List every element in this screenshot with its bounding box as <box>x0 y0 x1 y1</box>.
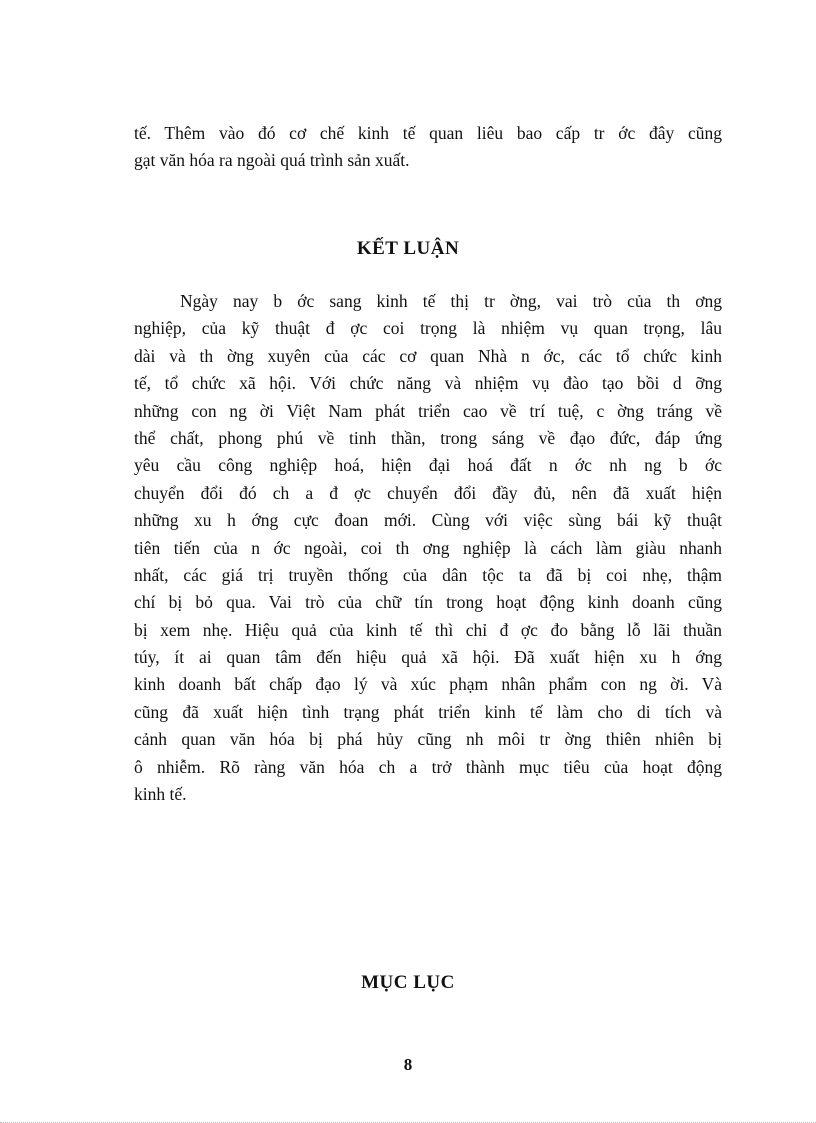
text-line: kinh tế. <box>134 784 187 805</box>
intro-paragraph <box>134 120 722 175</box>
text-line: Ngày nay b ớc sang kinh tế thị tr ờng, vai trò của th ơng <box>180 291 722 311</box>
text-line: những con ng ời Việt Nam phát triển cao về trí tuệ, c ờng tráng về <box>134 400 722 421</box>
conclusion-paragraph <box>134 288 722 808</box>
page-number: 8 <box>403 1055 413 1074</box>
text-line: dài và th ờng xuyên của các cơ quan Nhà n ớc, các tổ chức kinh <box>134 345 722 366</box>
text-line: tế. Thêm vào đó cơ chế kinh tế quan liêu bao cấp tr ớc đây cũng <box>134 123 722 143</box>
text-line: ô nhiễm. Rõ ràng văn hóa ch a trở thành mục tiêu của hoạt động <box>134 756 722 777</box>
text-line: thể chất, phong phú về tinh thần, trong sáng về đạo đức, đáp ứng <box>134 427 722 448</box>
text-line: những xu h ớng cực đoan mới. Cùng với việc sùng bái kỹ thuật <box>134 510 722 531</box>
text-line: chuyển đổi đó ch a đ ợc chuyển đổi đầy đủ, nên đã xuất hiện <box>134 482 722 503</box>
text-line: tiên tiến của n ớc ngoài, coi th ơng nghiệp là cách làm giàu nhanh <box>134 537 722 558</box>
text-line: gạt văn hóa ra ngoài quá trình sản xuất. <box>134 150 410 171</box>
text-line: chí bị bỏ qua. Vai trò của chữ tín trong hoạt động kinh doanh cũng <box>134 592 722 613</box>
text-line: túy, ít ai quan tâm đến hiệu quả xã hội. Đã xuất hiện xu h ớng <box>134 647 722 668</box>
conclusion-heading: KẾT LUẬN <box>356 238 460 259</box>
text-line: nghiệp, của kỹ thuật đ ợc coi trọng là nhiệm vụ quan trọng, lâu <box>134 318 722 339</box>
text-line: nhất, các giá trị truyền thống của dân tộc ta đã bị coi nhẹ, thậm <box>134 564 722 585</box>
text-line: bị xem nhẹ. Hiệu quả của kinh tế thì chỉ đ ợc đo bằng lỗ lãi thuần <box>134 619 722 640</box>
text-line: yêu cầu công nghiệp hoá, hiện đại hoá đất n ớc nh ng b ớc <box>134 455 722 476</box>
text-line: kinh doanh bất chấp đạo lý và xúc phạm nhân phẩm con ng ời. Và <box>134 674 722 695</box>
toc-heading: MỤC LỤC <box>361 972 455 993</box>
text-line: tế, tổ chức xã hội. Với chức năng và nhiệm vụ đào tạo bồi d ỡng <box>134 373 722 394</box>
text-line: cũng đã xuất hiện tình trạng phát triển kinh tế làm cho di tích và <box>134 701 722 722</box>
text-line: cảnh quan văn hóa bị phá hủy cũng nh môi tr ờng thiên nhiên bị <box>134 729 722 750</box>
